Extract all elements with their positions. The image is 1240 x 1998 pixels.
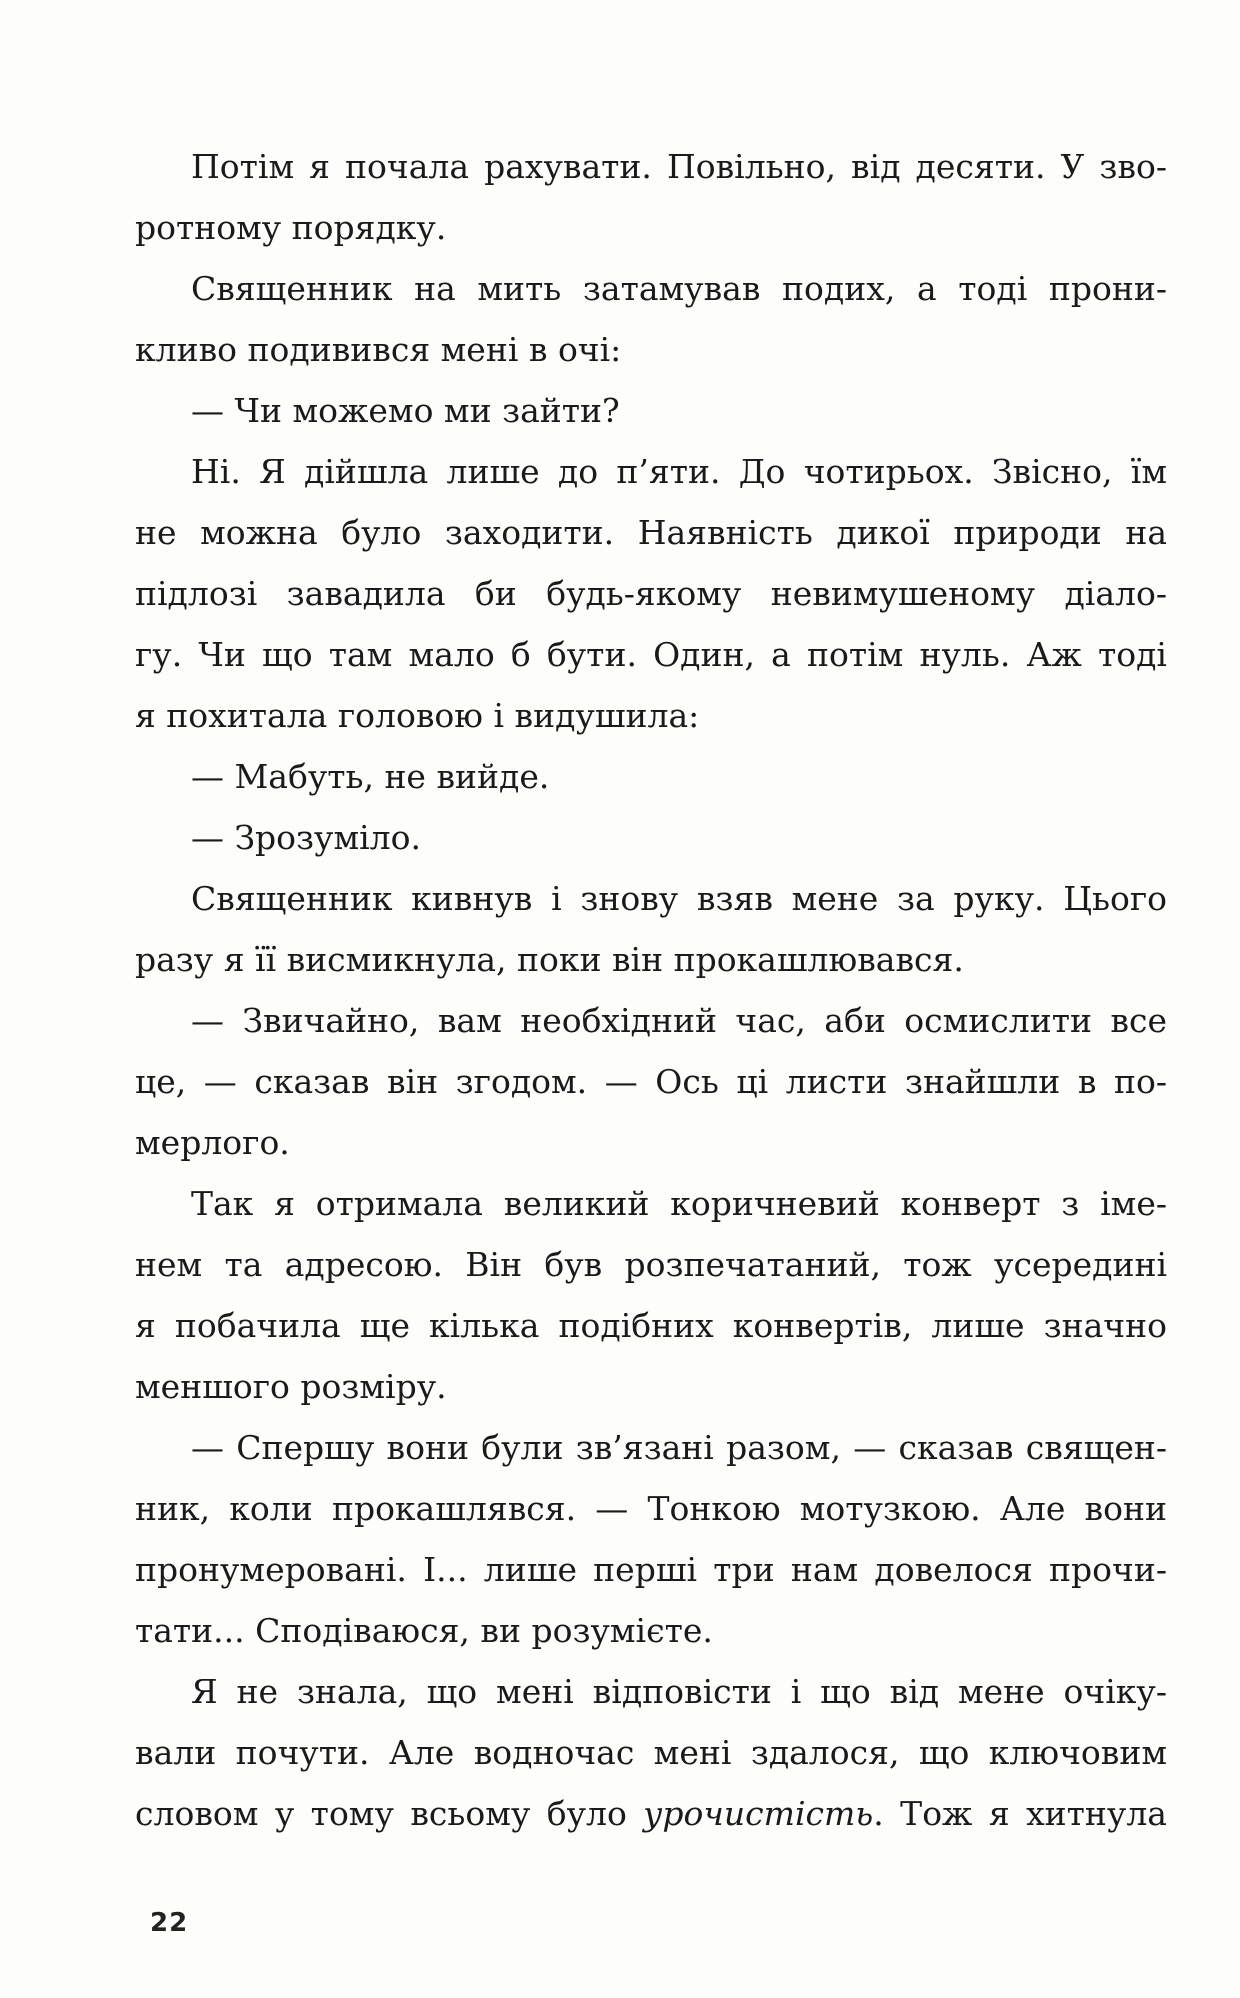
text-line: нем та адресою. Він був розпечатаний, тож усередині (135, 1245, 1167, 1284)
text-line: я похитала головою і видушила: (135, 696, 700, 735)
text-fragment: . Тож я хитнула (873, 1794, 1167, 1833)
text-fragment: словом у тому всьому було (135, 1794, 644, 1833)
text-line: Так я отримала великий коричневий конверт з іме- (191, 1184, 1167, 1223)
text-line: вали почути. Але водночас мені здалося, що ключовим (135, 1733, 1167, 1772)
page-number: 22 (150, 1908, 189, 1938)
text-line: не можна було заходити. Наявність дикої природи на (135, 513, 1167, 552)
text-line: Ні. Я дійшла лише до п’яти. До чотирьох. Звісно, їм (191, 452, 1167, 491)
text-line: кливо подивився мені в очі: (135, 330, 622, 369)
text-line: меншого розміру. (135, 1367, 447, 1406)
text-line: Я не знала, що мені відповісти і що від мене очіку- (191, 1672, 1167, 1711)
italic-word: урочистість (643, 1794, 874, 1833)
text-line: я побачила ще кілька подібних конвертів, лише значно (135, 1306, 1167, 1345)
text-line: ротному порядку. (135, 208, 447, 247)
text-line: ник, коли прокашлявся. — Тонкою мотузкою. Але вони (135, 1489, 1167, 1528)
text-line: — Чи можемо ми зайти? (191, 391, 620, 430)
body-text (135, 136, 1167, 1783)
text-line: Священник на мить затамував подих, а тоді прони- (191, 269, 1167, 308)
text-line: Священник кивнув і знову взяв мене за руку. Цього (191, 879, 1167, 918)
text-line: разу я її висмикнула, поки він прокашлювався. (135, 940, 964, 979)
text-line: — Зрозуміло. (191, 818, 422, 857)
text-line: мерлого. (135, 1123, 290, 1162)
text-line-last (135, 1783, 1167, 1844)
text-line: це, — сказав він згодом. — Ось ці листи знайшли в по- (135, 1062, 1167, 1101)
text-line: — Мабуть, не вийде. (191, 757, 550, 796)
text-line: тати... Сподіваюся, ви розумієте. (135, 1611, 713, 1650)
text-line: Потім я почала рахувати. Повільно, від десяти. У зво- (191, 147, 1167, 186)
text-line: пронумеровані. І... лише перші три нам довелося прочи- (135, 1550, 1167, 1589)
text-line: гу. Чи що там мало б бути. Один, а потім нуль. Аж тоді (135, 635, 1167, 674)
text-line: — Звичайно, вам необхідний час, аби осмислити все (191, 1001, 1167, 1040)
text-line: підлозі завадила би будь-якому невимушеному діало- (135, 574, 1167, 613)
text-line: — Спершу вони були зв’язані разом, — сказав священ- (191, 1428, 1167, 1467)
body-text-last (135, 1783, 1167, 1844)
